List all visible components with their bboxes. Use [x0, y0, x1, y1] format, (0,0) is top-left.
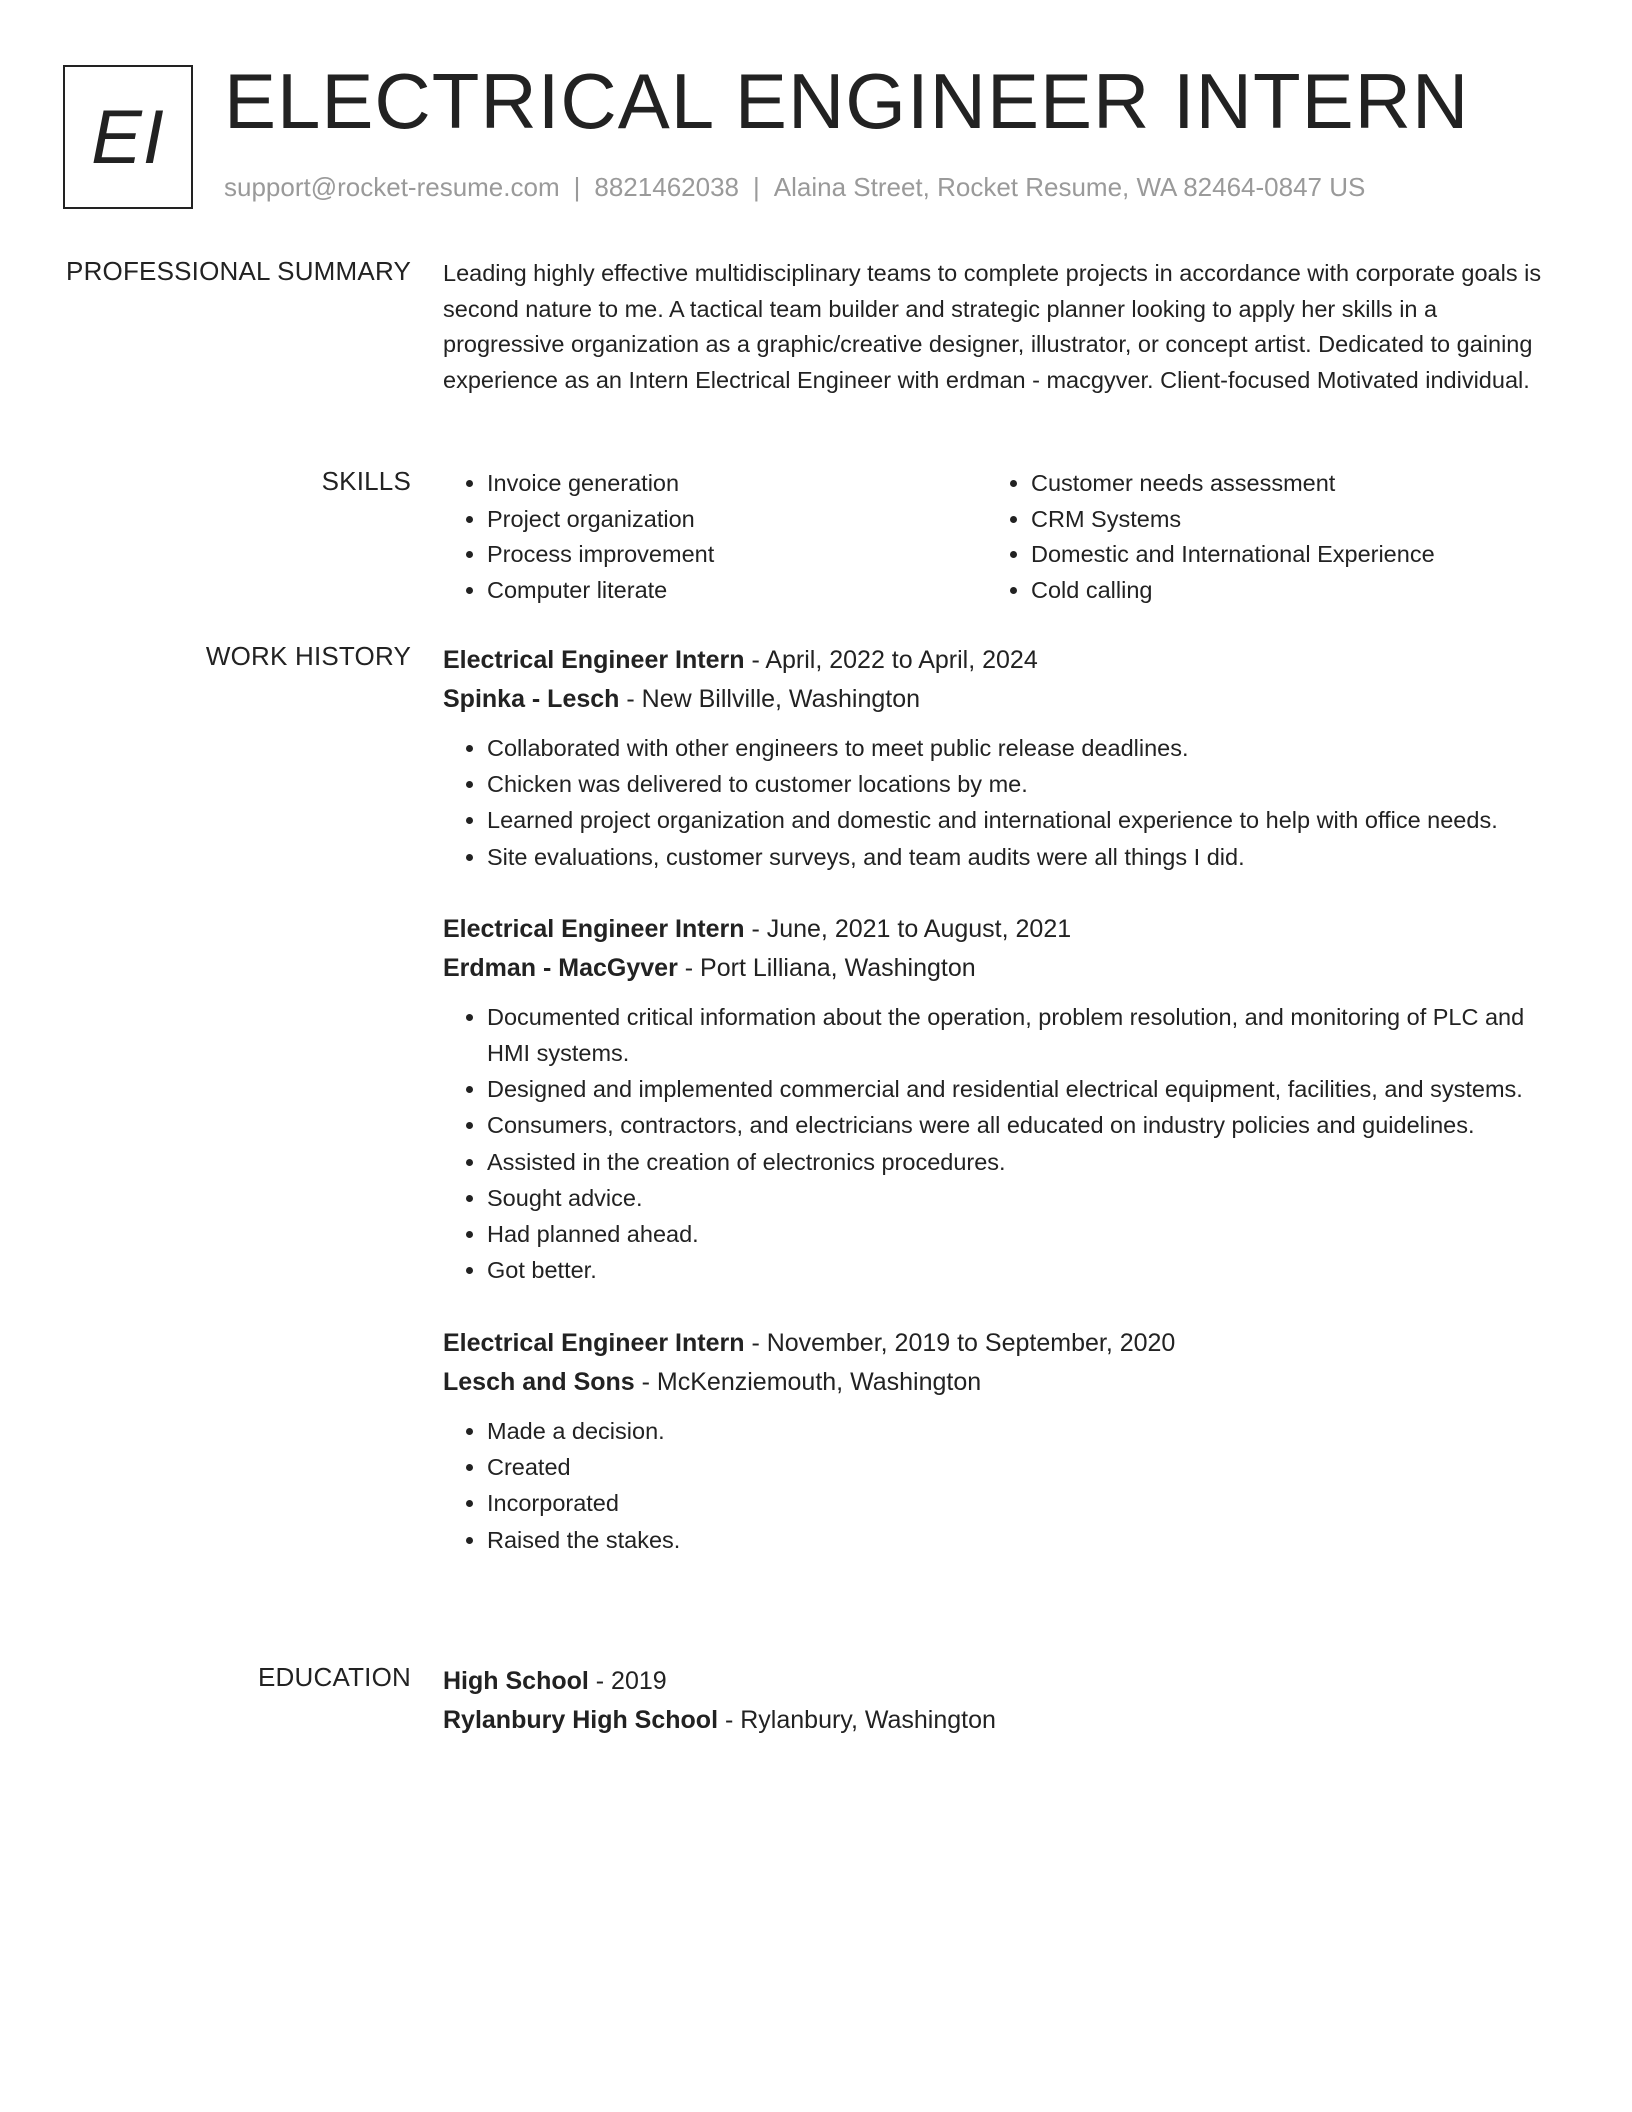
job-location: - McKenziemouth, Washington [634, 1367, 982, 1396]
job-bullet: • Chicken was delivered to customer locations by me. [487, 767, 1553, 803]
contact-address: Alaina Street, Rocket Resume, WA 82464-0847 US [773, 172, 1366, 202]
job-bullet: • Collaborated with other engineers to meet public release deadlines. [487, 731, 1553, 767]
job-entry [443, 641, 1553, 875]
education-degree: High School [443, 1667, 589, 1695]
job-location: - New Billville, Washington [619, 685, 921, 713]
summary-text: Leading highly effective multidisciplinary teams to complete projects in accordance with corporate goals is second nature to me. A tactical team builder and strategic planner looking to apply her skills in a progressive organization as a graphic/creative designer, illustrator, or concept artist. Dedicated to gaining experience as an Intern Electrical Engineer with erdman - macgyver. Client-focused Motivated individual. [443, 260, 1542, 393]
resume-title: ELECTRICAL ENGINEER INTERN [224, 57, 1470, 145]
skill-item: • CRM Systems [1031, 502, 1551, 538]
contact-separator: | [573, 172, 581, 202]
skill-item: • Project organization [487, 502, 987, 538]
job-location: - Port Lilliana, Washington [677, 954, 976, 983]
job-bullet: • Incorporated [487, 1486, 1553, 1522]
skill-item: • Process improvement [487, 537, 987, 573]
monogram-initials: EI [91, 94, 165, 180]
skills-list-right [987, 466, 1551, 608]
skills-columns [443, 466, 1553, 608]
job-title-line [443, 1324, 1553, 1362]
job-bullet: • Created [487, 1450, 1553, 1486]
job-bullet: • Consumers, contractors, and electricians were all educated on industry policies and guidelines. [487, 1108, 1553, 1144]
work-history-heading: WORK HISTORY [205, 641, 411, 671]
education-heading: EDUCATION [258, 1662, 411, 1692]
skills-heading: SKILLS [321, 466, 411, 496]
job-dates: - June, 2021 to August, 2021 [744, 915, 1072, 944]
job-title: Electrical Engineer Intern [443, 646, 745, 674]
job-title-line [443, 641, 1553, 679]
education-school-line [443, 1700, 1553, 1740]
skill-item: • Customer needs assessment [1031, 466, 1551, 502]
contact-email: support@rocket-resume.com [224, 172, 560, 202]
job-bullets [443, 731, 1553, 875]
skill-item: • Invoice generation [487, 466, 987, 502]
job-title: Electrical Engineer Intern [443, 1328, 745, 1357]
job-bullet: • Site evaluations, customer surveys, and team audits were all things I did. [487, 840, 1553, 876]
job-bullet: • Documented critical information about the operation, problem resolution, and monitoring of PLC and HMI systems. [487, 1000, 1553, 1071]
job-company-line [443, 948, 1553, 988]
monogram-box [63, 65, 193, 209]
education-location: - Rylanbury, Washington [718, 1706, 996, 1734]
education-year: - 2019 [588, 1667, 667, 1695]
job-bullet: • Made a decision. [487, 1414, 1553, 1450]
education-degree-line [443, 1662, 1553, 1700]
job-bullet: • Got better. [487, 1253, 1553, 1289]
education-school: Rylanbury High School [443, 1706, 719, 1734]
job-dates: - November, 2019 to September, 2020 [744, 1328, 1176, 1357]
job-company-line [443, 679, 1553, 719]
job-title: Electrical Engineer Intern [443, 915, 745, 944]
job-entry [443, 910, 1553, 1289]
summary-heading: PROFESSIONAL SUMMARY [66, 256, 411, 286]
skill-item: • Domestic and International Experience [1031, 537, 1551, 573]
job-company: Spinka - Lesch [443, 685, 620, 713]
job-bullet: • Learned project organization and domestic and international experience to help with office needs. [487, 803, 1553, 839]
job-bullet: • Raised the stakes. [487, 1523, 1553, 1559]
job-bullets [443, 1414, 1553, 1558]
job-dates: - April, 2022 to April, 2024 [744, 646, 1038, 674]
job-title-line [443, 910, 1553, 948]
job-bullet: • Sought advice. [487, 1181, 1553, 1217]
job-bullet: • Assisted in the creation of electronics procedures. [487, 1145, 1553, 1181]
skills-list-left [443, 466, 987, 608]
skill-item: • Computer literate [487, 573, 987, 609]
contact-phone: 8821462038 [594, 172, 739, 202]
contact-separator: | [753, 172, 760, 202]
job-company: Lesch and Sons [443, 1367, 635, 1396]
contact-line [224, 172, 1365, 203]
job-company: Erdman - MacGyver [443, 954, 678, 983]
job-bullet: • Had planned ahead. [487, 1217, 1553, 1253]
job-bullet: • Designed and implemented commercial and residential electrical equipment, facilities, and systems. [487, 1072, 1553, 1108]
skill-item: • Cold calling [1031, 573, 1551, 609]
job-company-line [443, 1362, 1553, 1402]
job-entry [443, 1324, 1553, 1558]
job-bullets [443, 1000, 1553, 1289]
